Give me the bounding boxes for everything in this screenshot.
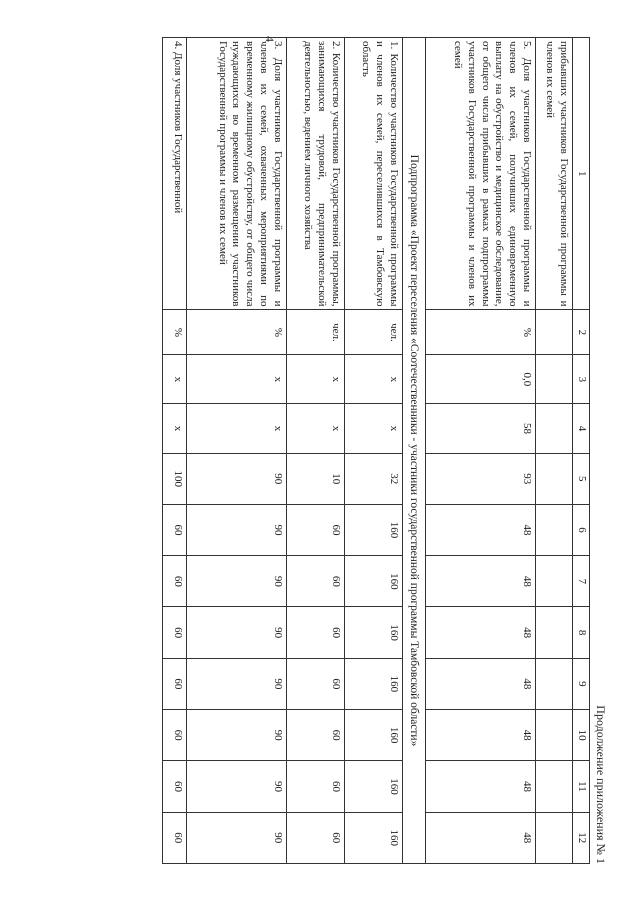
unit: %	[186, 310, 286, 355]
value-cell: 48	[426, 761, 536, 812]
value-cell: х	[162, 355, 186, 404]
indicator-name: прибывших участников Государственной программы и членов их семей	[536, 38, 573, 310]
table-row	[426, 38, 536, 864]
value-cell: 160	[344, 556, 402, 607]
value-cell: 90	[186, 658, 286, 709]
value-cell: 160	[344, 812, 402, 863]
table-row	[186, 38, 286, 864]
value-cell: 90	[186, 504, 286, 555]
value-cell	[536, 761, 573, 812]
value-cell: 60	[286, 710, 344, 761]
value-cell: х	[186, 355, 286, 404]
value-cell: 100	[162, 453, 186, 504]
value-cell: 48	[426, 607, 536, 658]
value-cell: 60	[286, 556, 344, 607]
col-header: 3	[573, 355, 590, 404]
value-cell	[536, 556, 573, 607]
col-header: 10	[573, 710, 590, 761]
indicator-name: 3. Доля участников Государственной программы и членов их семей, охваченных мероприятиями по временному жилищному обустройству, от общего числа нуждающихся во временном размещении участников Государственной программы и членов их семей	[186, 38, 286, 310]
col-header: 2	[573, 310, 590, 355]
value-cell: 93	[426, 453, 536, 504]
value-cell	[536, 607, 573, 658]
value-cell: 160	[344, 761, 402, 812]
unit: чел.	[344, 310, 402, 355]
unit: %	[162, 310, 186, 355]
value-cell: 60	[162, 504, 186, 555]
value-cell: 48	[426, 812, 536, 863]
value-cell: 0,0	[426, 355, 536, 404]
value-cell: 90	[186, 453, 286, 504]
value-cell: 90	[186, 710, 286, 761]
value-cell: 160	[344, 710, 402, 761]
value-cell: 60	[286, 504, 344, 555]
col-header: 4	[573, 404, 590, 453]
subprogram-title: Подпрограмма «Проект переселения «Соотечественники - участники государственной программы Тамбовской области»	[402, 38, 425, 864]
value-cell: 90	[186, 761, 286, 812]
value-cell: 90	[186, 607, 286, 658]
value-cell: 60	[162, 761, 186, 812]
unit	[536, 310, 573, 355]
value-cell	[536, 812, 573, 863]
col-header: 11	[573, 761, 590, 812]
value-cell	[536, 355, 573, 404]
value-cell: х	[344, 404, 402, 453]
value-cell: 60	[162, 710, 186, 761]
col-header: 12	[573, 812, 590, 863]
value-cell: 90	[186, 556, 286, 607]
value-cell: 10	[286, 453, 344, 504]
value-cell	[536, 658, 573, 709]
value-cell	[536, 404, 573, 453]
value-cell: 48	[426, 658, 536, 709]
value-cell: 160	[344, 504, 402, 555]
col-header: 1	[573, 38, 590, 310]
indicator-name: 5. Доля участников Государственной программы и членов их семей, получивших единовременную выплату на обустройство и медицинское обследование, от общего числа прибывших в рамках подпрограммы участников Государственной программы и членов их семей	[426, 38, 536, 310]
value-cell: 48	[426, 710, 536, 761]
col-header: 5	[573, 453, 590, 504]
value-cell: 60	[162, 658, 186, 709]
value-cell: 60	[162, 812, 186, 863]
value-cell: 48	[426, 556, 536, 607]
value-cell	[536, 504, 573, 555]
value-cell: 90	[186, 812, 286, 863]
indicator-name: 2. Количество участников Государственной программы, занимающихся трудовой, предпринимательской деятельностью, ведением личного хозяйства	[286, 38, 344, 310]
value-cell: 60	[286, 658, 344, 709]
rotated-page	[73, 37, 608, 870]
table-row	[286, 38, 344, 864]
value-cell: 32	[344, 453, 402, 504]
indicator-name: 4. Доля участников Государственной	[162, 38, 186, 310]
column-number-row	[573, 38, 590, 864]
unit: чел.	[286, 310, 344, 355]
value-cell: х	[162, 404, 186, 453]
col-header: 9	[573, 658, 590, 709]
value-cell: 48	[426, 504, 536, 555]
value-cell: 60	[162, 607, 186, 658]
unit: %	[426, 310, 536, 355]
table-row	[536, 38, 573, 864]
table-row	[162, 38, 186, 864]
value-cell	[536, 710, 573, 761]
col-header: 7	[573, 556, 590, 607]
value-cell: х	[344, 355, 402, 404]
value-cell: х	[286, 355, 344, 404]
value-cell: 60	[286, 607, 344, 658]
indicators-table	[162, 37, 590, 864]
continuation-label: Продолжение приложения № 1	[594, 705, 608, 864]
value-cell: 58	[426, 404, 536, 453]
value-cell	[536, 453, 573, 504]
value-cell: 60	[162, 556, 186, 607]
page-number: 4	[263, 36, 277, 42]
value-cell: 160	[344, 658, 402, 709]
value-cell: х	[286, 404, 344, 453]
value-cell: х	[186, 404, 286, 453]
indicator-name: 1. Количество участников Государственной программы и членов их семей, переселившихся в Тамбовскую область	[344, 38, 402, 310]
table-row	[344, 38, 402, 864]
value-cell: 60	[286, 761, 344, 812]
value-cell: 160	[344, 607, 402, 658]
col-header: 8	[573, 607, 590, 658]
value-cell: 60	[286, 812, 344, 863]
col-header: 6	[573, 504, 590, 555]
subprogram-row	[402, 38, 425, 864]
